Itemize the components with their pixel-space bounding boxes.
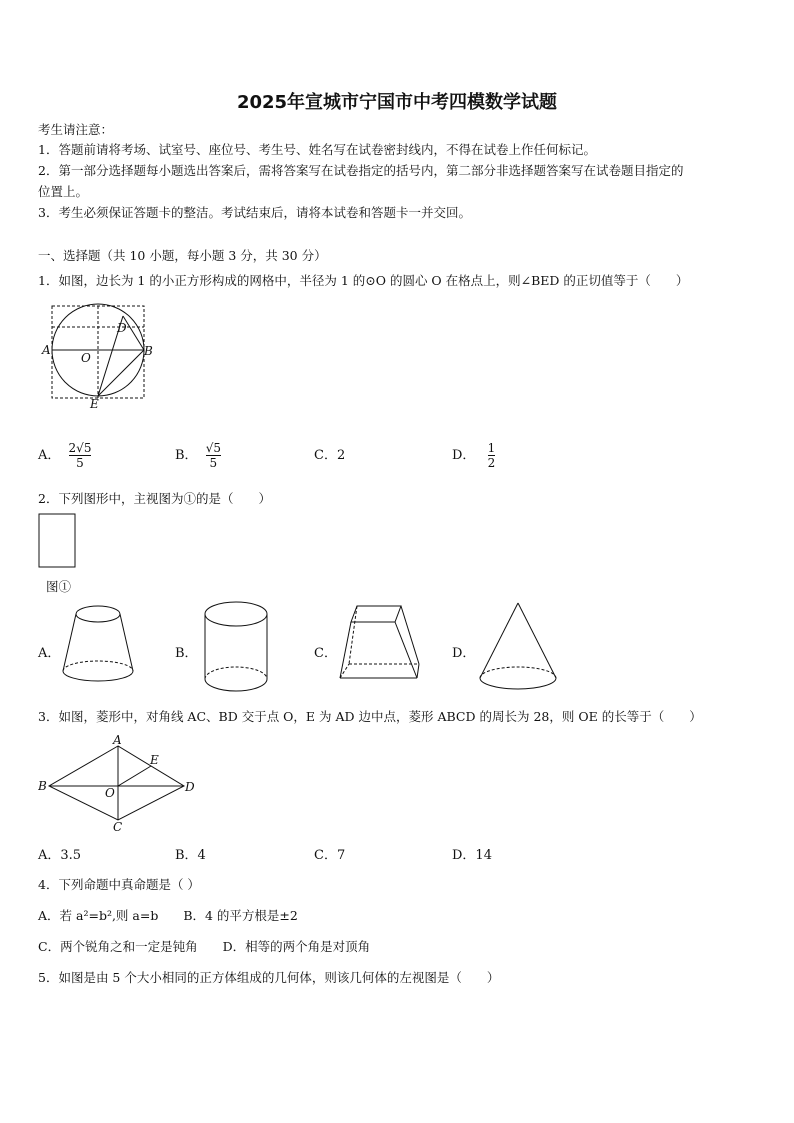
cone-figure	[476, 600, 562, 692]
question-4-stem: 4．下列命题中真命题是（ ）	[38, 877, 200, 892]
label-d: D	[185, 780, 195, 794]
option-a: A．	[38, 646, 61, 661]
label-d: D	[117, 321, 127, 335]
frustum-figure	[60, 604, 140, 686]
option-d: D． $\frac{1}{2}$	[452, 441, 496, 470]
cylinder-figure	[200, 600, 274, 696]
front-view-figure	[38, 513, 78, 569]
label-e: E	[90, 397, 99, 411]
question-4-options-line-1: A．若 a²=b²,则 a=b B．4 的平方根是±2	[38, 908, 298, 923]
question-2-stem: 2．下列图形中，主视图为①的是（ ）	[38, 491, 271, 506]
question-1-stem: 1．如图，边长为 1 的小正方形构成的网格中，半径为 1 的⊙O 的圆心 O 在格点上，则∠BED 的正切值等于（ ）	[38, 273, 689, 288]
label-o: O	[105, 786, 115, 800]
option-c: C．2	[314, 448, 346, 463]
question-5-stem: 5．如图是由 5 个大小相同的正方体组成的几何体，则该几何体的左视图是（ ）	[38, 970, 500, 985]
notice-item: 2．第一部分选择题每小题选出答案后，需将答案写在试卷指定的括号内，第二部分非选择题答案写在试卷题目指定的	[38, 163, 684, 178]
label-a: A	[42, 343, 51, 357]
option-c: C．	[314, 646, 337, 661]
option-a: A．3.5	[38, 848, 82, 863]
label-b: B	[38, 779, 47, 793]
option-b: B．	[175, 646, 198, 661]
figure-caption: 图①	[46, 579, 72, 594]
question-3-stem: 3．如图，菱形中，对角线 AC、BD 交于点 O，E 为 AD 边中点，菱形 ABCD 的周长为 28，则 OE 的长等于（ ）	[38, 709, 702, 724]
option-b: B．4	[175, 848, 206, 863]
option-a: A． $\frac{2√5}{5}$	[38, 441, 92, 470]
page-title: 2025年宣城市宁国市中考四模数学试题	[236, 92, 558, 113]
option-d: D．	[452, 646, 476, 661]
label-b: B	[144, 344, 153, 358]
rhombus-figure	[38, 734, 198, 834]
label-c: C	[113, 820, 123, 834]
label-a: A	[113, 734, 122, 747]
option-d: D．14	[452, 848, 492, 863]
option-c: C．7	[314, 848, 346, 863]
option-b: B． $\frac{√5}{5}$	[175, 441, 221, 470]
notice-item: 位置上。	[38, 184, 89, 199]
question-4-options-line-2: C．两个锐角之和一定是钝角 D．相等的两个角是对顶角	[38, 939, 371, 954]
circle-grid-figure	[38, 300, 158, 412]
notice-item: 1．答题前请将考场、试室号、座位号、考生号、姓名写在试卷密封线内，不得在试卷上作任何标记。	[38, 142, 596, 157]
notice-item: 3．考生必须保证答题卡的整洁。考试结束后，请将本试卷和答题卡一并交回。	[38, 205, 471, 220]
label-o: O	[81, 351, 91, 365]
section-heading: 一、选择题（共 10 小题，每小题 3 分，共 30 分）	[38, 248, 327, 263]
label-e: E	[150, 753, 159, 767]
notice-heading: 考生请注意：	[38, 122, 114, 137]
prism-frustum-figure	[335, 604, 425, 684]
